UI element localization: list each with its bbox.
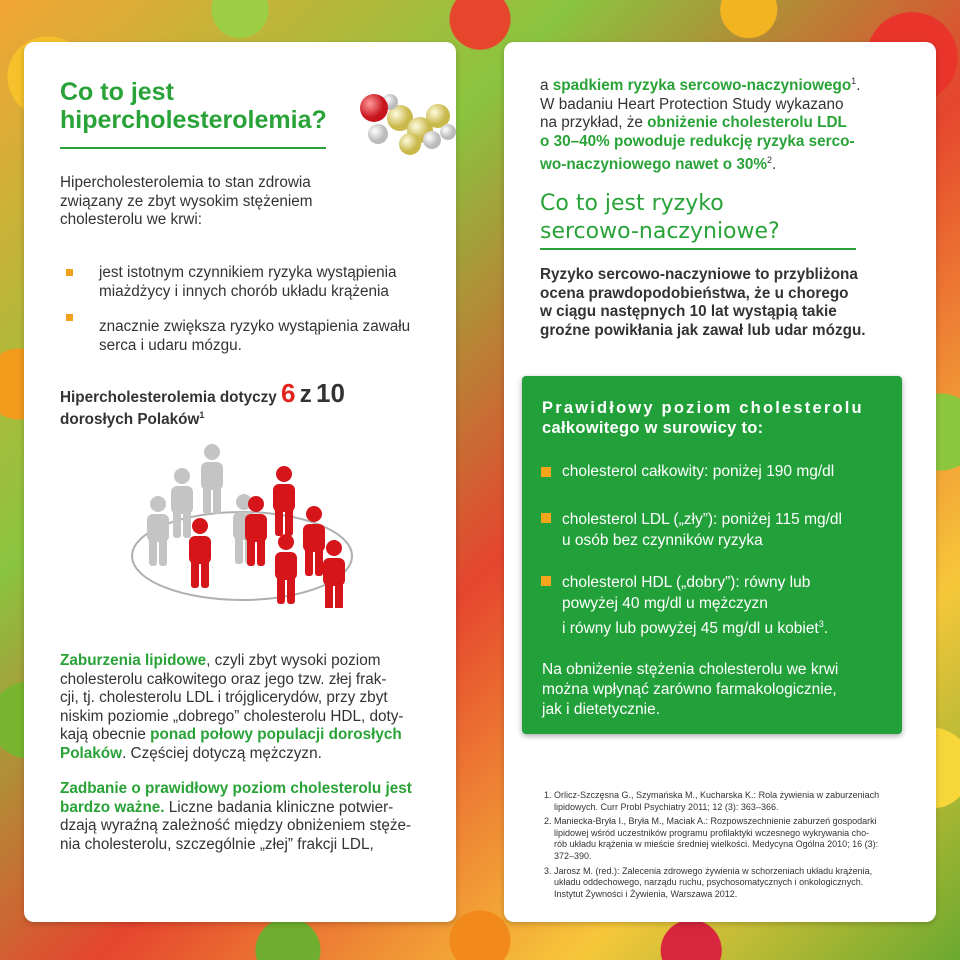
left-panel <box>24 42 456 922</box>
continuation-paragraph: a spadkiem ryzyka sercowo-naczyniowego$^1$. W badaniu Heart Protection Study wykazano na przykład, że obniżenie cholesterolu LDL o 30–40% powoduje redukcję ryzyka serco- wo-naczyniowego nawet o 30%$^2$. <box>540 76 861 174</box>
page-title: Co to jest hipercholesterolemia? <box>60 78 327 134</box>
person-affected-icon <box>189 518 211 588</box>
stat-number: 6 <box>281 378 296 408</box>
importance-paragraph: Zadbanie o prawidłowy poziom cholesterolu jest bardzo ważne. Liczne badania kliniczne potwier- dzają wyraźną zależność między obniżeniem stęże- nia cholesterolu, szczególnie „złej” frakcji LDL, <box>60 780 412 853</box>
section-title: Co to jest ryzyko sercowo-naczyniowe? <box>540 191 780 244</box>
level-item-ldl: cholesterol LDL („zły”): poniżej 115 mg/dl u osób bez czynników ryzyka <box>562 511 842 549</box>
bullet-square-icon <box>541 467 551 477</box>
level-item-hdl: cholesterol HDL („dobry”): równy lub powyżej 40 mg/dl u mężczyzn i równy lub powyżej 45 mg/dl u kobiet$^3$. <box>562 574 829 638</box>
bullet-square-icon <box>541 576 551 586</box>
bullet-square-icon <box>66 314 73 321</box>
cholesterol-levels-box <box>522 376 902 734</box>
person-affected-icon <box>273 466 295 536</box>
person-icon <box>147 496 169 566</box>
molecule-image <box>340 82 456 162</box>
bullet-square-icon <box>541 513 551 523</box>
person-affected-icon <box>323 540 345 608</box>
reference-item: 2. Maniecka-Bryła I., Bryła M., Maciak A.: Rozpowszechnienie zaburzeń gospodarki lipidowej wśród uczestników programu profilaktyki wczesnego wykrywania cho- rób układu krążenia w mieście średniej wielkości. Medycyna Ogólna 2010; 16 (3): 372–390. <box>544 816 879 861</box>
stat-text-line2: dorosłych Polaków$^1$ <box>60 410 205 429</box>
person-icon <box>171 468 193 538</box>
person-affected-icon <box>303 506 325 576</box>
section-underline <box>540 248 856 250</box>
title-underline <box>60 147 326 149</box>
intro-text: Hipercholesterolemia to stan zdrowia związany ze zbyt wysokim stężeniem cholesterolu we krwi: <box>60 174 313 228</box>
stat-total: 10 <box>316 378 345 408</box>
lipid-paragraph: Zaburzenia lipidowe, czyli zbyt wysoki poziom cholesterolu całkowitego oraz jego tzw. złej frak- cji, tj. cholesterolu LDL i trójglicerydów, przy zbyt niskim poziomie „dobrego” cholesterolu HDL, doty- kają obecnie ponad połowy populacji dorosłych Polaków. Częściej dotyczą mężczyzn. <box>60 652 404 762</box>
box-closing-text: Na obniżenie stężenia cholesterolu we krwi można wpłynąć zarówno farmakologicznie, jak i dietetycznie. <box>542 661 839 718</box>
bullet-item: jest istotnym czynnikiem ryzyka wystąpienia miażdżycy i innych chorób układu krążenia <box>99 264 397 300</box>
box-title: Prawidłowy poziom cholesterolu całkowitego w surowicy to: <box>542 399 864 437</box>
bullet-item: znacznie zwiększa ryzyko wystąpienia zawału serca i udaru mózgu. <box>99 318 411 354</box>
people-infographic <box>124 438 364 608</box>
reference-item: 3. Jarosz M. (red.): Zalecenia zdrowego żywienia w schorzeniach układu krążenia, układu oddechowego, narządu ruchu, psychosomatycznych i onkologicznych. Instytut Żywności i Żywienia, Warszawa 2012. <box>544 865 873 899</box>
bullet-square-icon <box>66 269 73 276</box>
stat-text: Hipercholesterolemia dotyczy 6 z 10 <box>60 378 345 408</box>
level-item-total: cholesterol całkowity: poniżej 190 mg/dl <box>562 463 835 480</box>
person-icon <box>201 444 223 514</box>
reference-item: 1. Orlicz-Szczęsna G., Szymańska M., Kucharska K.: Rola żywienia w zaburzeniach lipidowych. Curr Probl Psychiatry 2011; 12 (3): 363–366. <box>544 790 880 812</box>
references <box>544 790 914 900</box>
person-affected-icon <box>275 534 297 604</box>
risk-definition: Ryzyko sercowo-naczyniowe to przybliżona ocena prawdopodobieństwa, że u chorego w ciągu następnych 10 lat wystąpią takie groźne powikłania jak zawał lub udar mózgu. <box>540 266 866 339</box>
